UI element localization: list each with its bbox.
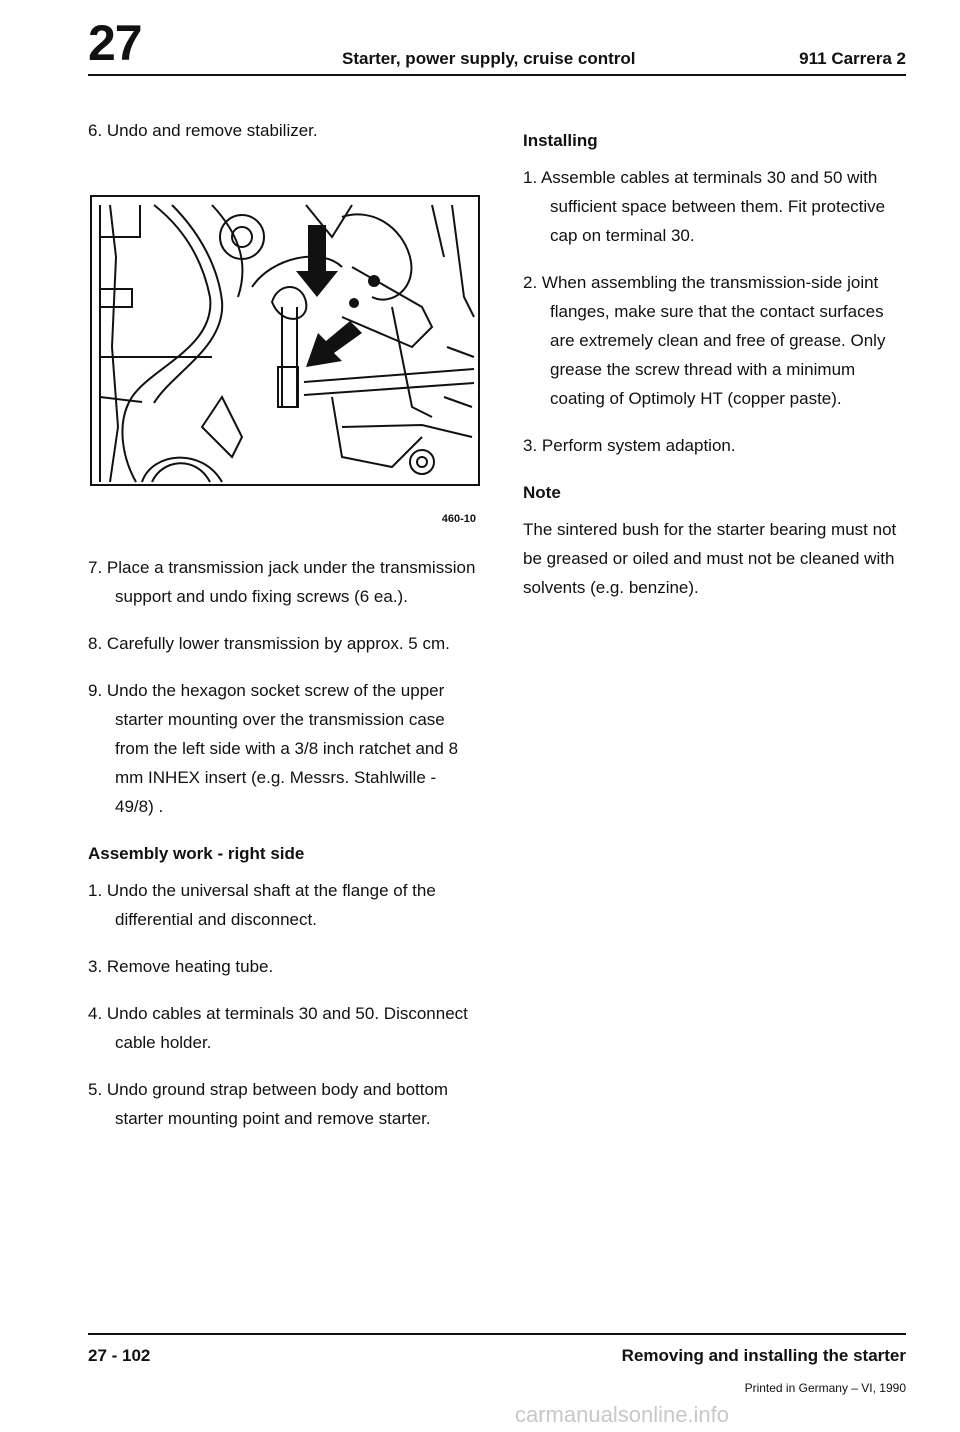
header-title: Starter, power supply, cruise control (342, 49, 636, 68)
header-rule (88, 74, 906, 76)
figure-number: 460-10 (441, 513, 476, 525)
assembly-step-5: 5. Undo ground strap between body and bottom starter mounting point and remove starter. (88, 1080, 449, 1128)
header-model: 911 Carrera 2 (799, 49, 906, 68)
left-steps-block (88, 553, 478, 1151)
assembly-step-4: 4. Undo cables at terminals 30 and 50. Disconnect cable holder. (88, 1004, 468, 1052)
step-7: 7. Place a transmission jack under the transmission support and undo fixing screws (6 ea.). (88, 558, 476, 606)
installing-step-3: 3. Perform system adaption. (523, 436, 736, 455)
chapter-number: 27 (88, 15, 142, 71)
step-8: 8. Carefully lower transmission by approx. 5 cm. (88, 634, 450, 653)
note-heading: Note (523, 483, 561, 502)
installing-step-1: 1. Assemble cables at terminals 30 and 50 with sufficient space between them. Fit protective cap on terminal 30. (523, 168, 886, 245)
assembly-step-1: 1. Undo the universal shaft at the flange of the differential and disconnect. (88, 881, 436, 929)
installing-step-2: 2. When assembling the transmission-side joint flanges, make sure that the contact surfaces are extremely clean and free of grease. Only grease the screw thread with a minimum coating of Optimoly HT (copper paste). (523, 273, 886, 408)
left-step-6-block (88, 116, 488, 145)
stabilizer-drawing (92, 197, 478, 484)
note-text: The sintered bush for the starter bearing must not be greased or oiled and must not be cleaned with solvents (e.g. benzine). (523, 520, 897, 597)
footer-rule (88, 1333, 906, 1335)
assembly-heading: Assembly work - right side (88, 844, 305, 863)
stabilizer-illustration (90, 195, 480, 486)
assembly-step-3: 3. Remove heating tube. (88, 957, 274, 976)
step-6: 6. Undo and remove stabilizer. (88, 121, 318, 140)
page-number: 27 - 102 (88, 1346, 151, 1365)
printed-note: Printed in Germany – VI, 1990 (744, 1381, 906, 1395)
step-9: 9. Undo the hexagon socket screw of the upper starter mounting over the transmission case from the left side with a 3/8 inch ratchet and 8 mm INHEX insert (e.g. Messrs. Stahlwille - 49/8) . (88, 681, 459, 816)
footer-section: Removing and installing the starter (621, 1346, 906, 1365)
installing-heading: Installing (523, 131, 598, 150)
watermark: carmanualsonline.info (515, 1402, 730, 1427)
right-column (523, 126, 909, 602)
